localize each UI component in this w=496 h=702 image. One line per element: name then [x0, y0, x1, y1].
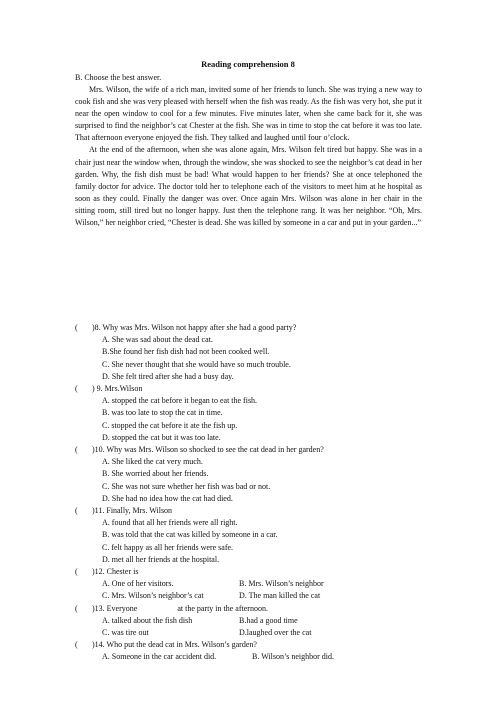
- question-stem: Everyone at the party in the afternoon.: [106, 603, 268, 613]
- option-c: C. stopped the cat before it ate the fish up.: [102, 420, 238, 430]
- option-a: A. Someone in the car accident did.: [102, 652, 217, 662]
- option-a: A. One of her visitors.: [102, 579, 174, 589]
- question-8: [75, 322, 422, 383]
- answer-blank[interactable]: (: [75, 384, 78, 394]
- option-d: D.laughed over the cat: [239, 628, 312, 638]
- answer-blank[interactable]: (: [75, 506, 78, 516]
- option-b: B. Mrs. Wilson’s neighbor: [239, 579, 324, 589]
- option-c: C. felt happy as all her friends were safe.: [102, 542, 234, 552]
- question-stem: Why was Mrs. Wilson not happy after she had a good party?: [102, 323, 297, 332]
- question-stem: Chester is: [106, 567, 139, 577]
- question-number: )10.: [92, 445, 105, 455]
- option-a: A. stopped the cat before it began to eat the fish.: [102, 396, 258, 406]
- option-c: C. She never thought that she would have so much trouble.: [102, 359, 291, 369]
- option-d: D. stopped the cat but it was too late.: [102, 432, 221, 442]
- question-12: [75, 566, 422, 603]
- option-b: B. was too late to stop the cat in time.: [102, 408, 223, 418]
- option-c: C. She was not sure whether her fish was bad or not.: [102, 481, 271, 491]
- answer-blank[interactable]: (: [75, 640, 78, 650]
- question-number: )11.: [92, 506, 105, 516]
- question-stem: Why was Mrs. Wilson so shocked to see the cat dead in her garden?: [106, 445, 324, 455]
- question-number: )14.: [92, 640, 105, 650]
- question-number: )12.: [92, 567, 105, 577]
- answer-blank[interactable]: (: [75, 445, 78, 455]
- question-number: ) 9.: [92, 384, 103, 394]
- passage-paragraph-2: At the end of the afternoon, when she was alone again, Mrs. Wilson felt tired but happy. She was in a chair just near the window when, through the window, she was shocked to see the neighbor’s cat dead in her garden. Why, the fish dish must be bad! What would happen to her friends? She at once telephoned the family doctor for advice. The doctor told her to telephone each of the visitors to meet him at he hospital as soon as they could. Finally the danger was over. Once again Mrs. Wilson was alone in her chair in the sitting room, still tired but no longer happy. Just then the telephone rang. It was her neighbor. “Oh, Mrs. Wilson,” her neighbor cried, “Chester is dead. She was killed by someone in a car and put in your garden...”: [75, 145, 422, 228]
- option-b: B.She found her fish dish had not been cooked well.: [102, 347, 270, 357]
- option-a: A. She was sad about the dead cat.: [102, 335, 213, 345]
- option-b: B. was told that the cat was killed by someone in a car.: [102, 530, 278, 540]
- answer-blank[interactable]: (: [75, 603, 78, 613]
- question-number: )13.: [92, 603, 105, 613]
- option-a: A. found that all her friends were all right.: [102, 518, 238, 528]
- question-stem: Mrs.Wilson: [104, 384, 143, 394]
- question-10: [75, 444, 422, 505]
- reading-passage: [75, 84, 422, 229]
- question-stem: Finally, Mrs. Wilson: [106, 506, 173, 516]
- option-d: D. She had no idea how the cat had died.: [102, 493, 233, 503]
- option-a: A. She liked the cat very much.: [102, 457, 203, 467]
- option-c: C. Mrs. Wilson’s neighbor’s cat: [102, 591, 204, 601]
- document-title: Reading comprehension 8: [201, 59, 295, 69]
- question-13: [75, 603, 422, 640]
- answer-blank[interactable]: (: [75, 567, 78, 577]
- question-number: )8.: [92, 323, 101, 332]
- option-c: C. was tire out: [102, 628, 149, 638]
- option-d: D. The man killed the cat: [239, 591, 321, 601]
- option-d: D. She felt tired after she had a busy day.: [102, 371, 234, 381]
- option-d: D. met all her friends at the hospital.: [102, 554, 220, 564]
- option-a: A. talked about the fish dish: [102, 615, 193, 625]
- option-b: B. She worried about her friends.: [102, 469, 209, 479]
- answer-blank[interactable]: (: [75, 323, 78, 332]
- option-b: B. Wilson’s neighbor did.: [252, 652, 334, 662]
- question-14: [75, 639, 422, 663]
- question-stem: Who put the dead cat in Mrs. Wilson’s garden?: [106, 640, 257, 650]
- passage-paragraph-1: Mrs. Wilson, the wife of a rich man, invited some of her friends to lunch. She was trying a new way to cook fish and she was very pleased with herself when the fish was ready. As the fish was very hot, she put it near the open window to cool for a few minutes. Five minutes later, when she came back for it, she was surprised to find the neighbor’s cat Chester at the fish. She was in time to stop the cat before it was too late. That afternoon everyone enjoyed the fish. They talked and laughed until four o’clock.: [75, 85, 422, 143]
- question-9: [75, 383, 422, 444]
- option-b: B.had a good time: [239, 615, 298, 625]
- section-heading: B. Choose the best answer.: [75, 73, 162, 82]
- question-list: [75, 322, 422, 664]
- question-11: [75, 505, 422, 566]
